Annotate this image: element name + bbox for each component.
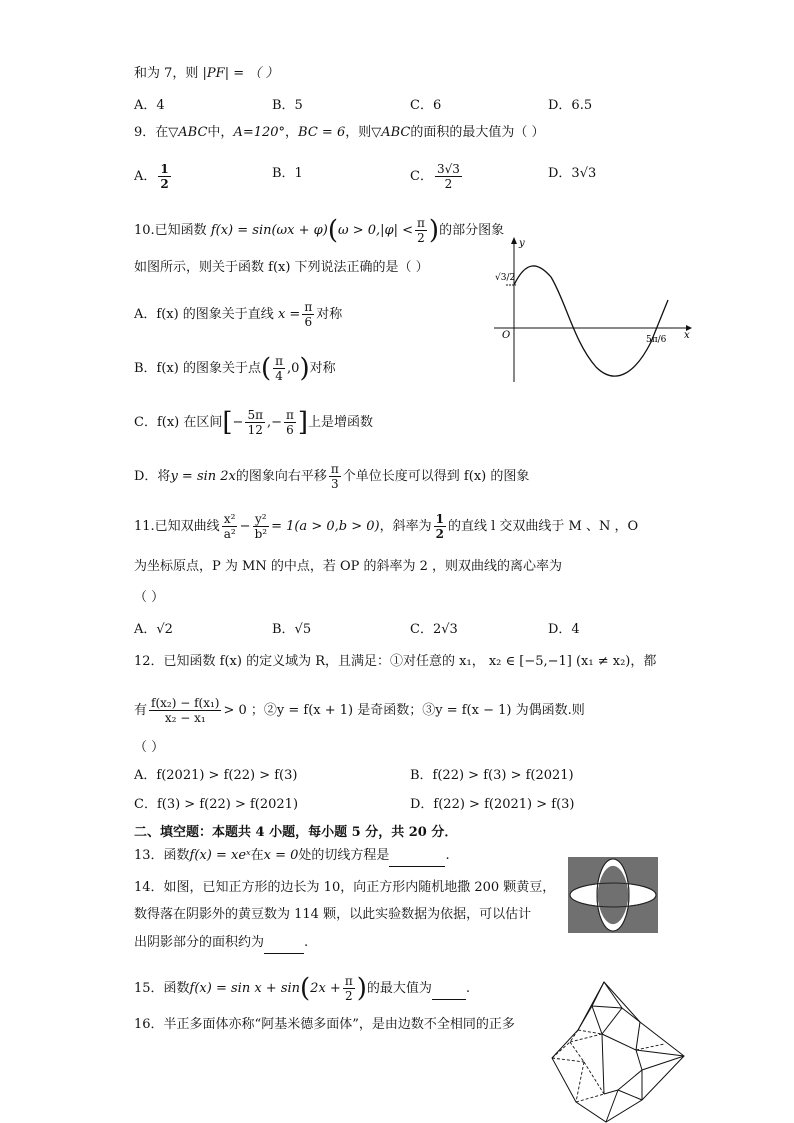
q10-option-c[interactable]: C．f(x) 在区间[− $\frac{5\pi}{12}$ ,− $\frac{\pi}{6}$ ]上是增函数 xyxy=(134,407,374,438)
q9-option-b[interactable]: B．1 xyxy=(272,166,303,181)
fraction: $\frac{\text{y²}}{\text{b²}}$ xyxy=(254,512,268,541)
sine-graph xyxy=(486,232,696,388)
x-tick-label: 5π/6 xyxy=(646,335,667,345)
q12-option-a[interactable]: A．f(2021) > f(22) > f(3) xyxy=(134,768,298,783)
q12-stem: 12．已知函数 f(x) 的定义域为 R，且满足：①对任意的 x₁， x₂ ∈ [−5,−1] (x₁ ≠ x₂)，都 xyxy=(134,654,657,669)
q12-line2: 有 $\frac{\text{f(x₂) − f(x₁)}}{\text{x₂ − x₁}}$ > 0 ；②y = f(x + 1) 是奇函数；③y = f(x − 1) 为偶函数.则 xyxy=(134,696,585,725)
q9-option-d[interactable]: D．3√3 xyxy=(548,166,597,181)
q15: 15．函数f(x) = sin x + sin(2x + $\frac{\pi}{2}$ )的最大值为 . xyxy=(134,973,471,1004)
square-ellipse-figure xyxy=(568,857,658,933)
q10-option-d[interactable]: D．将y = sin 2x的图象向右平移 $\frac{\pi}{3}$ 个单位长度可以得到 f(x) 的图象 xyxy=(134,462,530,491)
y-axis-label: y xyxy=(519,238,525,249)
q11-option-b[interactable]: B．√5 xyxy=(272,622,312,637)
q14-line2: 数得落在阴影外的黄豆数为 114 颗，以此实验数据为依据，可以估计 xyxy=(134,907,532,922)
q10-option-a[interactable]: A．f(x) 的图象关于直线 x = $\frac{\pi}{6}$ 对称 xyxy=(134,300,343,329)
fraction: $\frac{1}{2}$ xyxy=(435,512,444,541)
q9-option-c[interactable]: C． $\frac{3√3}{2}$ xyxy=(410,162,460,191)
sine-curve xyxy=(514,266,668,376)
q11-option-c[interactable]: C．2√3 xyxy=(410,622,458,637)
q11-option-a[interactable]: A．√2 xyxy=(134,622,173,637)
q11-stem: 11.已知双曲线 $\frac{\text{x²}}{\text{a²}}$ − $\frac{\text{y²}}{\text{b²}}$ = 1(a > 0,b > 0)，斜率为 $\frac{1}{2}$ 的直线 l 交双曲线于 M 、N ，O xyxy=(134,512,639,541)
fraction: $\frac{\pi}{2}$ xyxy=(417,216,425,245)
q9-option-a[interactable]: A． $\frac{1}{2}$ xyxy=(134,162,169,191)
x-axis-label: x xyxy=(684,330,690,341)
q12-line3: （ ） xyxy=(134,740,165,755)
y-axis-arrow xyxy=(511,237,517,244)
q8-option-c[interactable]: C．6 xyxy=(410,98,442,113)
origin-label: O xyxy=(502,330,511,341)
q10-stem: 10.已知函数 f(x) = sin(ωx + φ)(ω > 0,|φ| < $\frac{\pi}{2}$ )的部分图象 xyxy=(134,215,505,246)
fraction: $\frac{\pi}{6}$ xyxy=(304,300,313,329)
answer-blank[interactable] xyxy=(389,846,445,867)
fraction: $\frac{1}{2}$ xyxy=(160,162,169,191)
q12-option-c[interactable]: C．f(3) > f(22) > f(2021) xyxy=(134,797,299,812)
polyhedron-figure xyxy=(544,978,690,1123)
q14-line1: 14．如图，已知正方形的边长为 10，向正方形内随机地撒 200 颗黄豆， xyxy=(134,880,556,895)
fraction: $\frac{\text{f(x₂) − f(x₁)}}{\text{x₂ − x₁}}$ xyxy=(151,696,220,725)
q12-option-b[interactable]: B．f(22) > f(3) > f(2021) xyxy=(410,768,574,783)
q8-tail: 和为 7，则 |PF| = （ ） xyxy=(134,66,279,81)
q11-line3: （ ） xyxy=(134,590,165,605)
fraction: $\frac{\pi}{4}$ xyxy=(275,354,284,383)
q8-option-d[interactable]: D．6.5 xyxy=(548,98,593,113)
q9-stem: 9．在▽ABC中，A=120°，BC = 6，则▽ABC的面积的最大值为（ ） xyxy=(134,125,545,140)
fraction: $\frac{\pi}{2}$ xyxy=(344,974,353,1003)
q11-option-d[interactable]: D．4 xyxy=(548,622,580,637)
answer-blank[interactable] xyxy=(432,979,466,1000)
y-tick-label: √3/2 xyxy=(495,273,516,283)
q10-option-b[interactable]: B．f(x) 的图象关于点( $\frac{\pi}{4}$ ,0)对称 xyxy=(134,353,336,384)
section-heading: 二、填空题：本题共 4 小题，每小题 5 分，共 20 分． xyxy=(134,825,458,840)
q16-line1: 16．半正多面体亦称“阿基米德多面体”，是由边数不全相同的正多 xyxy=(134,1017,515,1032)
answer-blank[interactable] xyxy=(264,933,304,954)
q14-line3: 出阴影部分的面积约为 . xyxy=(134,933,308,954)
q13: 13．函数f(x) = xeˣ在x = 0处的切线方程是 . xyxy=(134,846,450,867)
q12-option-d[interactable]: D．f(22) > f(2021) > f(3) xyxy=(410,797,575,812)
fraction: $\frac{3√3}{2}$ xyxy=(436,162,460,191)
q11-line2: 为坐标原点，P 为 MN 的中点，若 OP 的斜率为 2 ，则双曲线的离心率为 xyxy=(134,559,563,574)
fraction: $\frac{\pi}{3}$ xyxy=(330,462,339,491)
fraction: $\frac{\pi}{6}$ xyxy=(286,408,294,437)
q8-option-b[interactable]: B．5 xyxy=(272,98,303,113)
fraction: $\frac{5\pi}{12}$ xyxy=(247,408,263,437)
fraction: $\frac{\text{x²}}{\text{a²}}$ xyxy=(223,512,236,541)
q8-option-a[interactable]: A．4 xyxy=(134,98,165,113)
q10-line2: 如图所示，则关于函数 f(x) 下列说法正确的是（ ） xyxy=(134,260,429,275)
